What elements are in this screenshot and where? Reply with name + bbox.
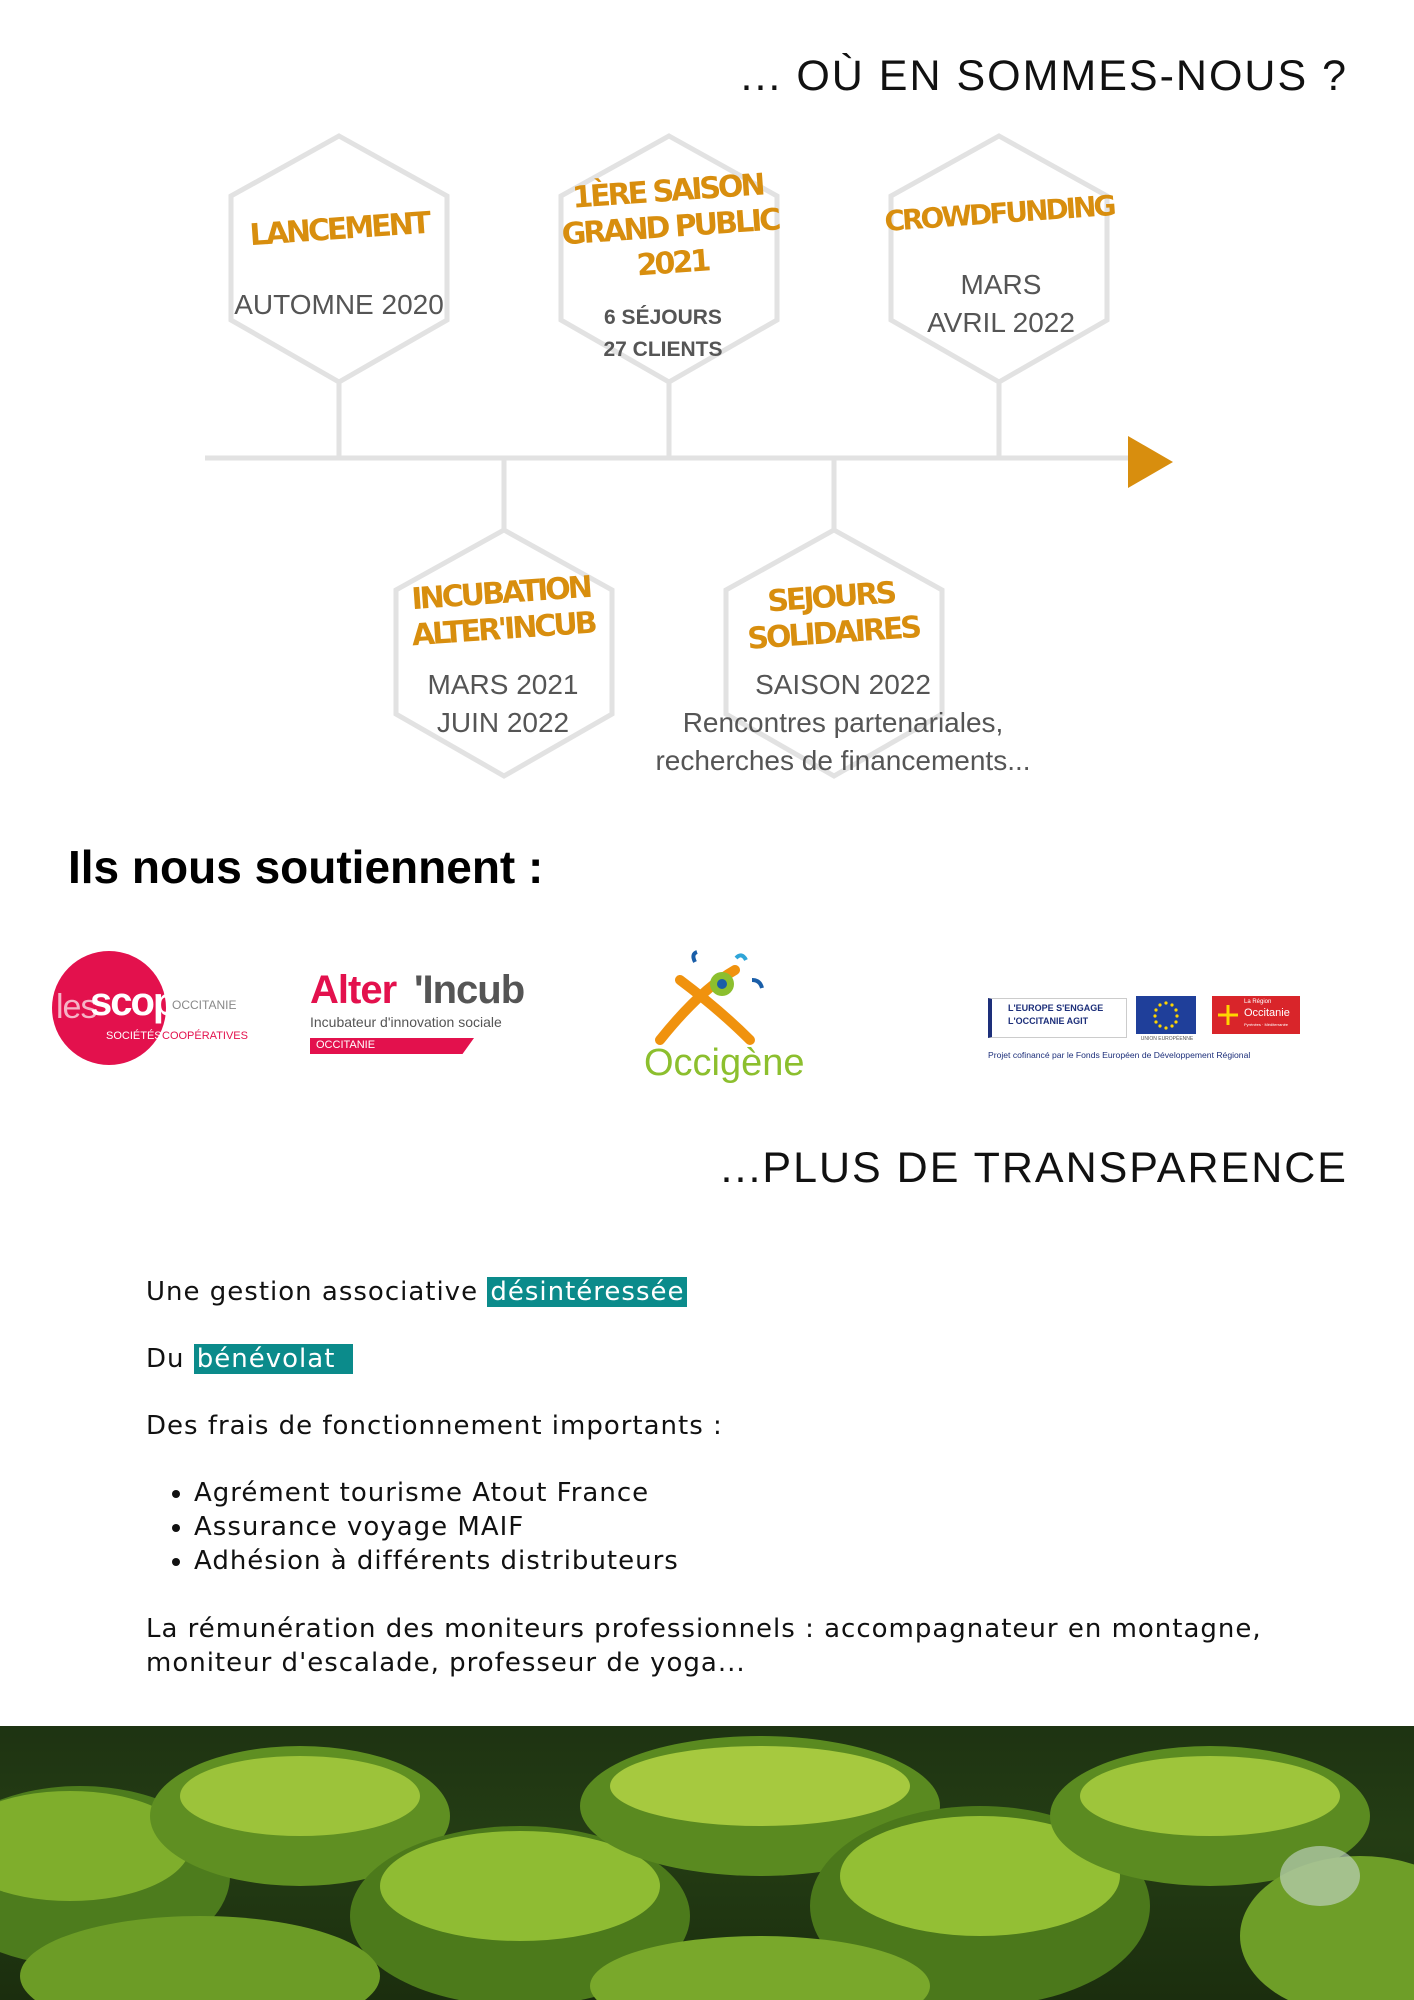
paragraph-management — [146, 1275, 687, 1309]
eu-caption: Projet cofinancé par le Fonds Européen de Développement Régional — [988, 1050, 1251, 1060]
milestone-launch-title: LANCEMENT — [248, 205, 430, 254]
milestone-solidarity-note: Rencontres partenariales, recherches de financements... — [655, 707, 1031, 776]
milestone-launch-date: AUTOMNE 2020 — [234, 289, 444, 320]
milestone-season-title-l2: GRAND PUBLIC — [560, 202, 780, 253]
hex-launch — [231, 136, 447, 382]
eu-slogan-line1: L'EUROPE S'ENGAGE — [1008, 1003, 1104, 1013]
costs-list — [146, 1476, 679, 1578]
section-heading-transparency: ...PLUS DE TRANSPARENCE — [720, 1144, 1348, 1192]
support-heading: Ils nous soutiennent : — [68, 841, 544, 893]
section-heading-status: ... OÙ EN SOMMES-NOUS ? — [740, 52, 1348, 100]
paragraph-volunteering-prefix: Du — [146, 1344, 194, 1374]
list-item: • Adhésion à différents distributeurs — [194, 1544, 679, 1578]
highlight-volunteering: bénévolat — [194, 1344, 354, 1374]
occitanie-region-box — [1212, 996, 1300, 1034]
occigene-figure-icon — [640, 950, 800, 1050]
scop-region-text: OCCITANIE — [172, 998, 237, 1012]
eu-slogan-box — [988, 998, 1127, 1038]
mossy-rocks-photo — [0, 1726, 1414, 2000]
milestone-solidarity-title-l1: SEJOURS — [766, 575, 896, 620]
timeline-arrow — [1128, 436, 1173, 488]
milestone-solidarity-title-l2: SOLIDAIRES — [746, 610, 921, 657]
highlight-disinterested: désintéressée — [487, 1277, 687, 1307]
scop-tag1: SOCIÉTÉS — [106, 1030, 162, 1042]
logo-eu-occitanie — [986, 996, 1306, 1066]
milestone-incubation-date: MARS 2021 JUIN 2022 — [427, 669, 579, 738]
alter-tagline: Incubateur d'innovation sociale — [310, 1014, 502, 1030]
logo-les-scop — [50, 950, 250, 1066]
list-item: • Agrément tourisme Atout France — [194, 1476, 679, 1510]
alter-brand-part2: 'Incub — [414, 968, 525, 1012]
paragraph-management-prefix: Une gestion associative — [146, 1277, 488, 1307]
occitanie-region-name: Occitanie — [1244, 1007, 1290, 1019]
scop-scop-text: scop — [90, 980, 176, 1024]
milestone-crowdfunding-date: MARS AVRIL 2022 — [927, 269, 1075, 338]
occigene-name: Occigène — [644, 1042, 805, 1084]
milestone-season-details: 6 SÉJOURS 27 CLIENTS — [603, 306, 723, 361]
scop-les-text: les — [56, 988, 97, 1026]
milestone-crowdfunding-title: CROWDFUNDING — [883, 189, 1115, 238]
milestone-season-title — [517, 164, 824, 293]
hex-crowdfunding — [891, 136, 1107, 382]
occitanie-region-small: La Région — [1244, 999, 1272, 1005]
milestone-incubation-title-l2: ALTER'INCUB — [410, 605, 596, 654]
paragraph-remuneration: La rémunération des moniteurs professionnels : accompagnateur en montagne, moniteur d'escalade, professeur de yoga... — [146, 1614, 1262, 1678]
eu-flag-icon — [1136, 996, 1196, 1034]
paragraph-costs: Des frais de fonctionnement importants : — [146, 1411, 723, 1441]
milestone-incubation-title-l1: INCUBATION — [410, 569, 592, 618]
milestone-season-title-l3: 2021 — [635, 243, 710, 284]
list-item: • Assurance voyage MAIF — [194, 1510, 679, 1544]
logo-alter-incub — [310, 968, 540, 1058]
eu-union-text: UNION EUROPÉENNE — [1140, 1036, 1194, 1042]
eu-slogan-line2: L'OCCITANIE AGIT — [1008, 1016, 1089, 1026]
paragraph-volunteering — [146, 1342, 353, 1376]
milestone-season-title-l1: 1ÈRE SAISON — [571, 167, 764, 216]
occitanie-region-sub: Pyrénées · Méditerranée — [1244, 1022, 1289, 1027]
scop-tag2: COOPÉRATIVES — [162, 1030, 248, 1042]
alter-brand-part1: Alter — [310, 968, 397, 1012]
occitanie-cross-icon — [1218, 1004, 1238, 1026]
milestone-solidarity-date: SAISON 2022 — [755, 669, 931, 700]
alter-region-text: OCCITANIE — [316, 1039, 376, 1051]
logo-occigene — [640, 950, 805, 1086]
